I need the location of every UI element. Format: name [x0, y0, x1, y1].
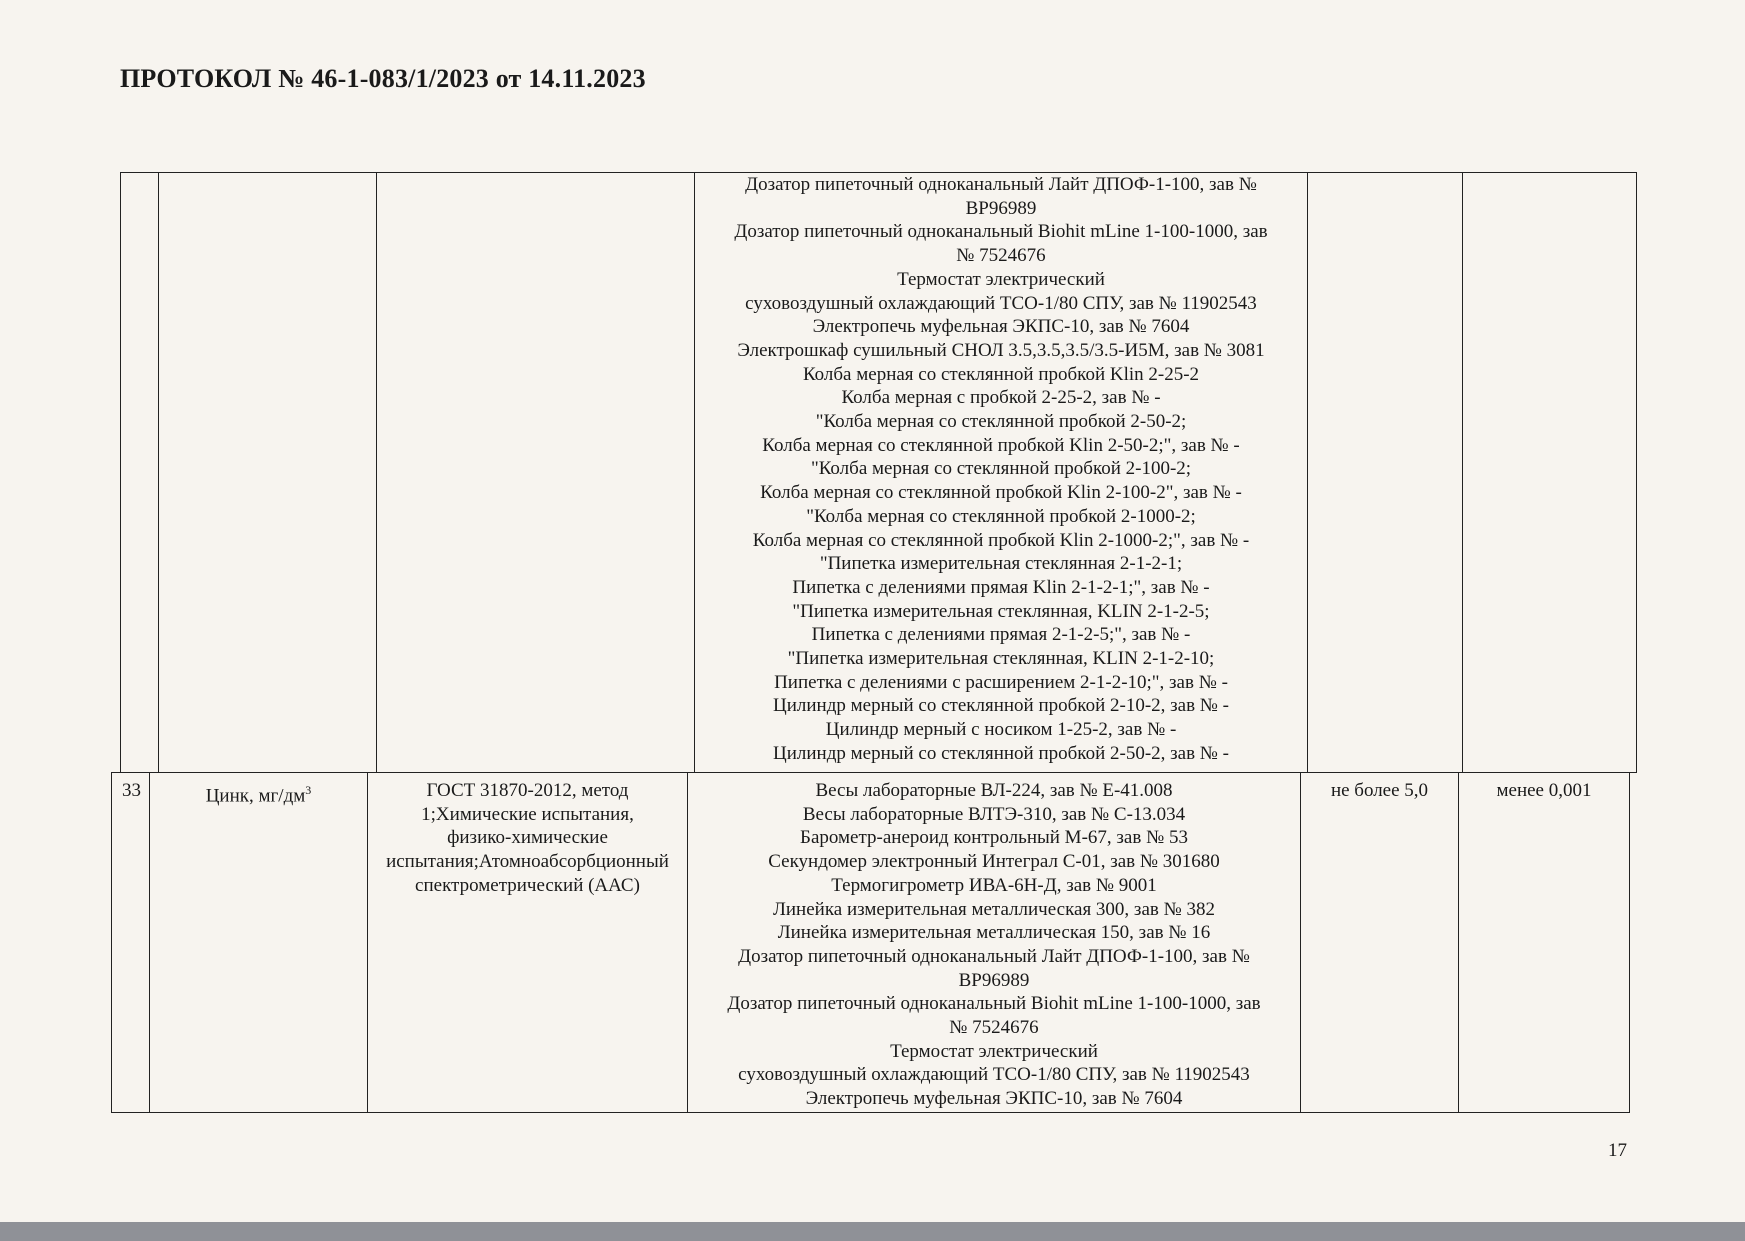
equipment-cell: Весы лабораторные ВЛ-224, зав № Е-41.008 Весы лабораторные ВЛТЭ-310, зав № С-13.034 Барометр-анероид контрольный М-67, зав № 53 Секундомер электронный Интеграл С-01, зав № 301680 Термогигрометр ИВА-6Н-Д, зав № 9001 Линейка измерительная металлическая 300, зав № 382 Линейка измерительная металлическая 150, зав № 16 Дозатор пипеточный одноканальный Лайт ДПОФ-1-100, зав № BP96989 Дозатор пипеточный одноканальный Biohit mLine 1-100-1000, зав № 7524676 Термостат электрический суховоздушный охлаждающий ТСО-1/80 СПУ, зав № 11902543 Электропечь муфельная ЭКПС-10, зав № 7604	[688, 773, 1301, 1113]
page-number: 17	[1608, 1140, 1627, 1161]
indicator-unit-superscript: 3	[305, 783, 312, 797]
indicator-cell	[159, 173, 377, 773]
results-table	[111, 772, 1630, 1113]
table-row	[121, 173, 1637, 773]
table-row	[112, 773, 1630, 1113]
row-number-cell: 33	[112, 773, 150, 1113]
norm-cell	[1308, 173, 1463, 773]
result-cell: менее 0,001	[1459, 773, 1630, 1113]
norm-cell: не более 5,0	[1301, 773, 1459, 1113]
row-number-cell	[121, 173, 159, 773]
method-cell: ГОСТ 31870-2012, метод 1;Химические испытания, физико-химические испытания;Атомноабсорбционный спектрометрический (ААС)	[368, 773, 688, 1113]
indicator-name: Цинк, мг/дм	[205, 785, 306, 807]
method-cell	[377, 173, 695, 773]
scanner-background-strip	[0, 1222, 1745, 1241]
indicator-cell	[150, 773, 368, 1113]
protocol-title: ПРОТОКОЛ № 46-1-083/1/2023 от 14.11.2023	[120, 64, 646, 93]
result-cell	[1463, 173, 1637, 773]
results-table-continuation	[120, 172, 1637, 773]
equipment-cell: Дозатор пипеточный одноканальный Лайт ДПОФ-1-100, зав № BP96989 Дозатор пипеточный одноканальный Biohit mLine 1-100-1000, зав № 7524676 Термостат электрический суховоздушный охлаждающий ТСО-1/80 СПУ, зав № 11902543 Электропечь муфельная ЭКПС-10, зав № 7604 Электрошкаф сушильный СНОЛ 3.5,3.5,3.5/3.5-И5М, зав № 3081 Колба мерная со стеклянной пробкой Klin 2-25-2 Колба мерная с пробкой 2-25-2, зав № - "Колба мерная со стеклянной пробкой 2-50-2; Колба мерная со стеклянной пробкой Klin 2-50-2;", зав № - "Колба мерная со стеклянной пробкой 2-100-2; Колба мерная со стеклянной пробкой Klin 2-100-2", зав № - "Колба мерная со стеклянной пробкой 2-1000-2; Колба мерная со стеклянной пробкой Klin 2-1000-2;", зав № - "Пипетка измерительная стеклянная 2-1-2-1; Пипетка с делениями прямая Klin 2-1-2-1;", зав № - "Пипетка измерительная стеклянная, KLIN 2-1-2-5; Пипетка с делениями прямая 2-1-2-5;", зав № - "Пипетка измерительная стеклянная, KLIN 2-1-2-10; Пипетка с делениями с расширением 2-1-2-10;", зав № - Цилиндр мерный со стеклянной пробкой 2-10-2, зав № - Цилиндр мерный с носиком 1-25-2, зав № - Цилиндр мерный со стеклянной пробкой 2-50-2, зав № -	[695, 173, 1308, 773]
